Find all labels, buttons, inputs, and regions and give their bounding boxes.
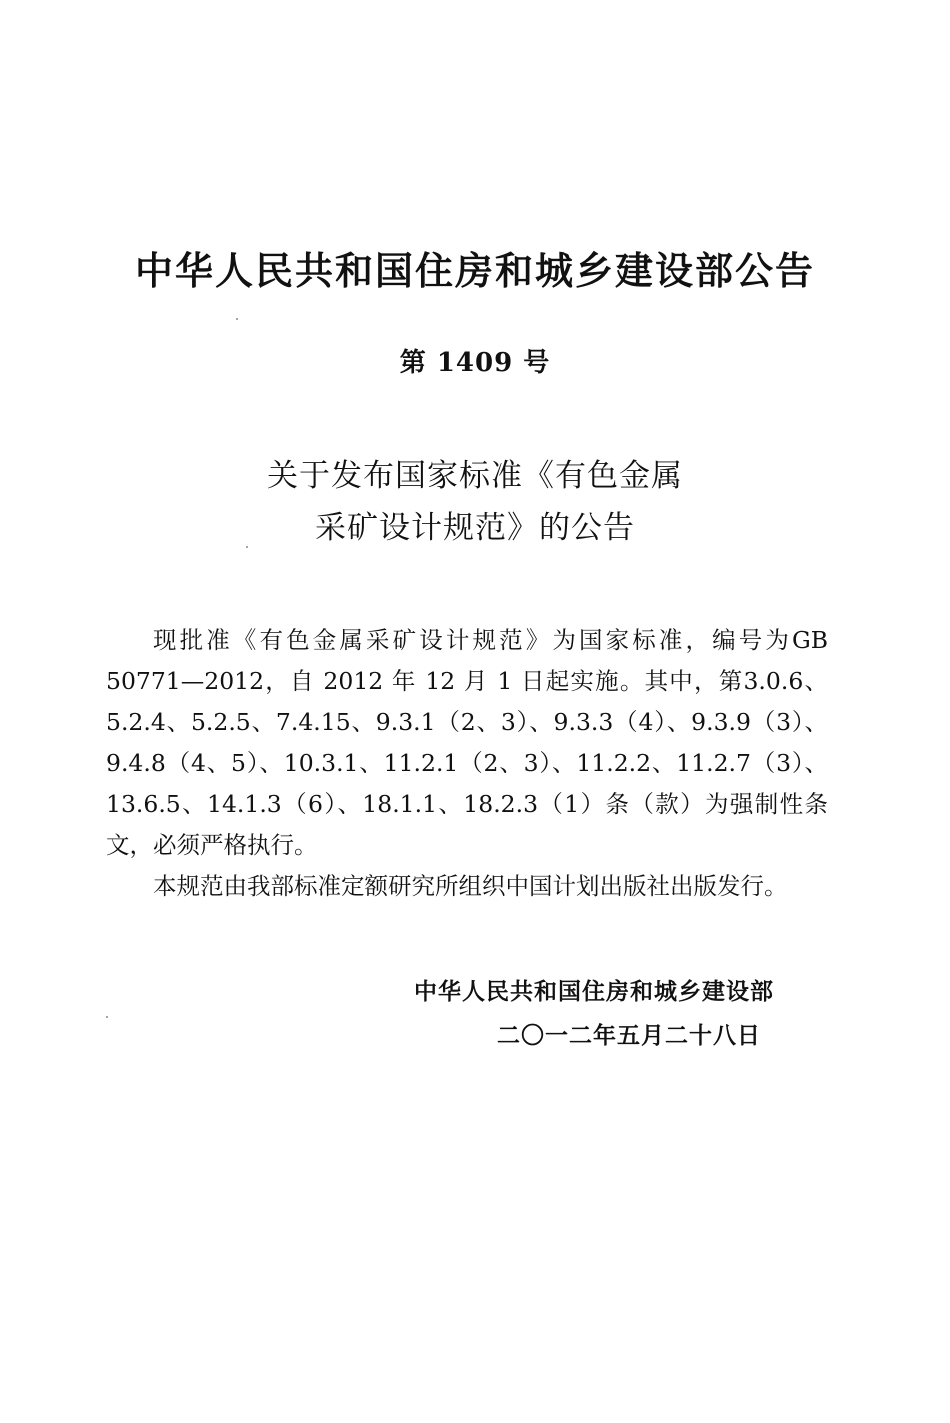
body-paragraph-1: 现批准《有色金属采矿设计规范》为国家标准，编号为GB 50771—2012，自 2012 年 12 月 1 日起实施。其中，第3.0.6、5.2.4、5.2.5、7.4.15、9.3.1（2、3）、9.3.3（4）、9.3.9（3）、9.4.8（4、5）、10.3.1、11.2.1（2、3）、11.2.2、11.2.7（3）、13.6.5、14.1.3（6）、18.1.1、18.2.3（1）条（款）为强制性条文，必须严格执行。: [106, 626, 828, 859]
notice-number: 第 1409 号: [399, 348, 551, 378]
signature-block: [414, 970, 774, 1058]
body-paragraph-2: 本规范由我部标准定额研究所组织中国计划出版社出版发行。: [153, 872, 788, 900]
subject-line-1: 关于发布国家标准《有色金属: [267, 458, 683, 494]
scan-speck: [236, 318, 238, 320]
scan-speck: [246, 546, 248, 548]
notice-subject: [0, 450, 950, 554]
issuer-title: 中华人民共和国住房和城乡建设部公告: [134, 249, 815, 293]
subject-line-2: 采矿设计规范》的公告: [315, 510, 635, 546]
scan-speck: [106, 1016, 108, 1018]
signature-date: 二〇一二年五月二十八日: [497, 1023, 761, 1049]
notice-body: [106, 620, 828, 907]
signature-organization: 中华人民共和国住房和城乡建设部: [414, 979, 774, 1005]
